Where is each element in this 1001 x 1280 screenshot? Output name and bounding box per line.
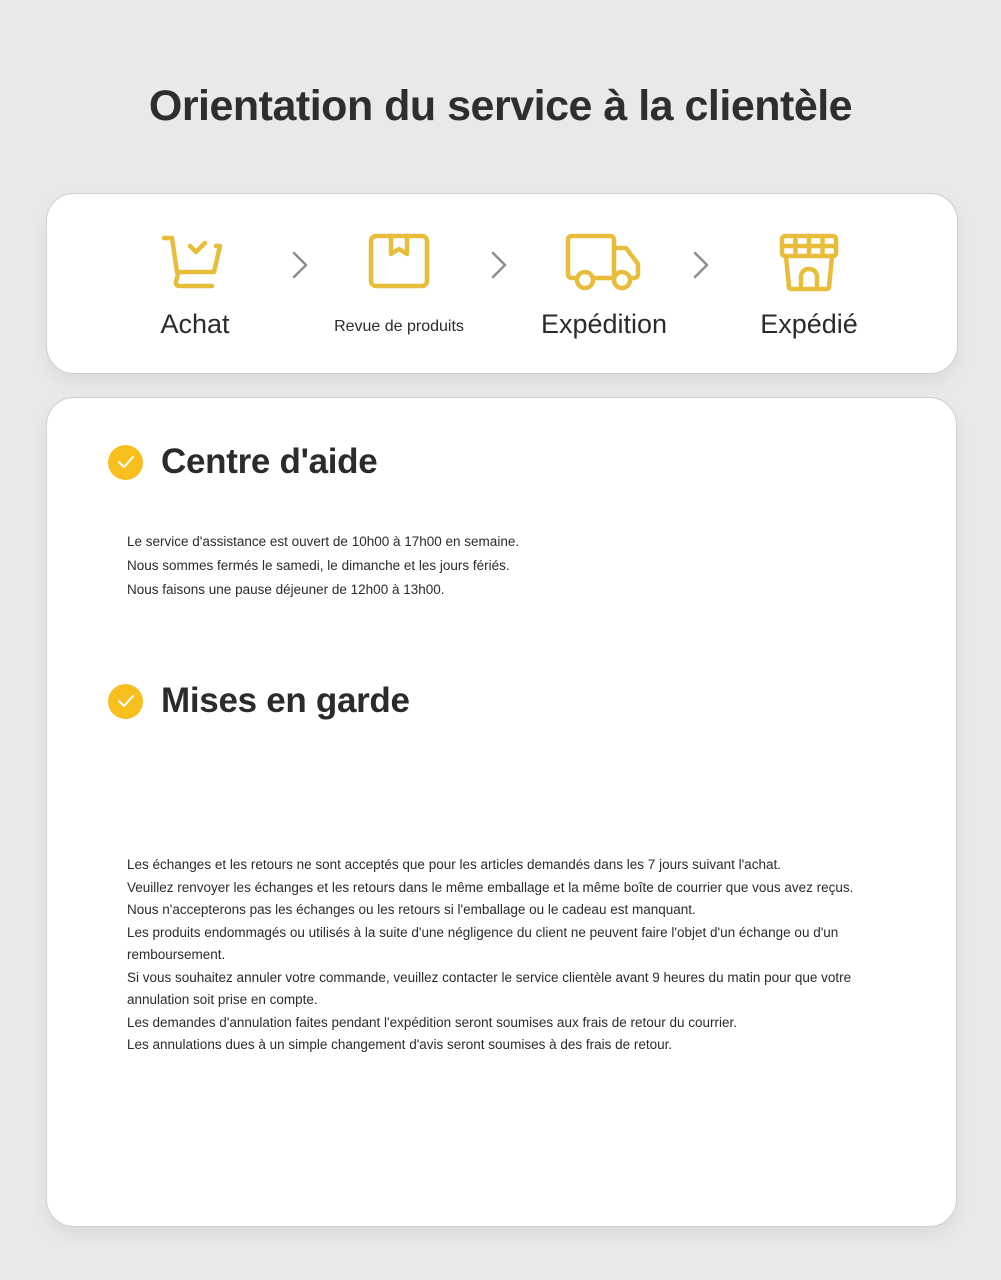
step-expedie [747, 194, 871, 375]
text-line: Les demandes d'annulation faites pendant l'expédition seront soumises aux frais de retour du courrier. [127, 1014, 738, 1030]
page-title: Orientation du service à la clientèle [148, 82, 853, 130]
section-title: Centre d'aide [161, 442, 378, 481]
step-label: Expédié [760, 309, 858, 339]
step-label: Revue de produits [334, 318, 464, 335]
text-line: Le service d'assistance est ouvert de 10h00 à 17h00 en semaine. [127, 534, 520, 549]
package-box-icon [359, 232, 439, 294]
text-line: Nous sommes fermés le samedi, le dimanche et les jours fériés. [127, 558, 510, 573]
order-process-steps [46, 193, 958, 374]
text-line: Les échanges et les retours ne sont acceptés que pour les articles demandés dans les 7 jours suivant l'achat. [127, 857, 781, 872]
step-achat [140, 194, 250, 375]
text-line: Si vous souhaitez annuler votre commande, veuillez contacter le service clientèle avant 9 heures du matin pour que votre annulation soit prise en compte. [127, 969, 852, 1007]
step-expedition [529, 194, 679, 375]
section-title: Mises en garde [161, 681, 410, 720]
info-card [46, 397, 957, 1227]
shopping-cart-check-icon [155, 232, 235, 294]
chevron-right-icon [490, 250, 508, 280]
step-revue-de-produits [317, 194, 481, 375]
check-circle-icon [108, 684, 143, 719]
check-circle-icon [108, 445, 143, 480]
delivery-truck-icon [564, 232, 644, 294]
storefront-icon [769, 232, 849, 294]
section-header-mises-en-garde [108, 681, 410, 721]
text-line: Veuillez renvoyer les échanges et les retours dans le même emballage et la même boîte de courrier que vous avez reçus. Nous n'accepterons pas les échanges ou les retours si l'emballage ou le cadeau est manquant. [127, 879, 854, 917]
step-label: Expédition [540, 309, 668, 339]
chevron-right-icon [291, 250, 309, 280]
warnings-text [127, 854, 877, 1057]
text-line: Nous faisons une pause déjeuner de 12h00 à 13h00. [127, 582, 445, 597]
help-center-text [127, 530, 867, 602]
section-header-centre-d-aide [108, 442, 377, 482]
chevron-right-icon [692, 250, 710, 280]
text-line: Les produits endommagés ou utilisés à la suite d'une négligence du client ne peuvent faire l'objet d'un échange ou d'un remboursement. [127, 924, 839, 962]
text-line: Les annulations dues à un simple changement d'avis seront soumises à des frais de retour. [127, 1037, 673, 1052]
step-label: Achat [160, 309, 230, 339]
